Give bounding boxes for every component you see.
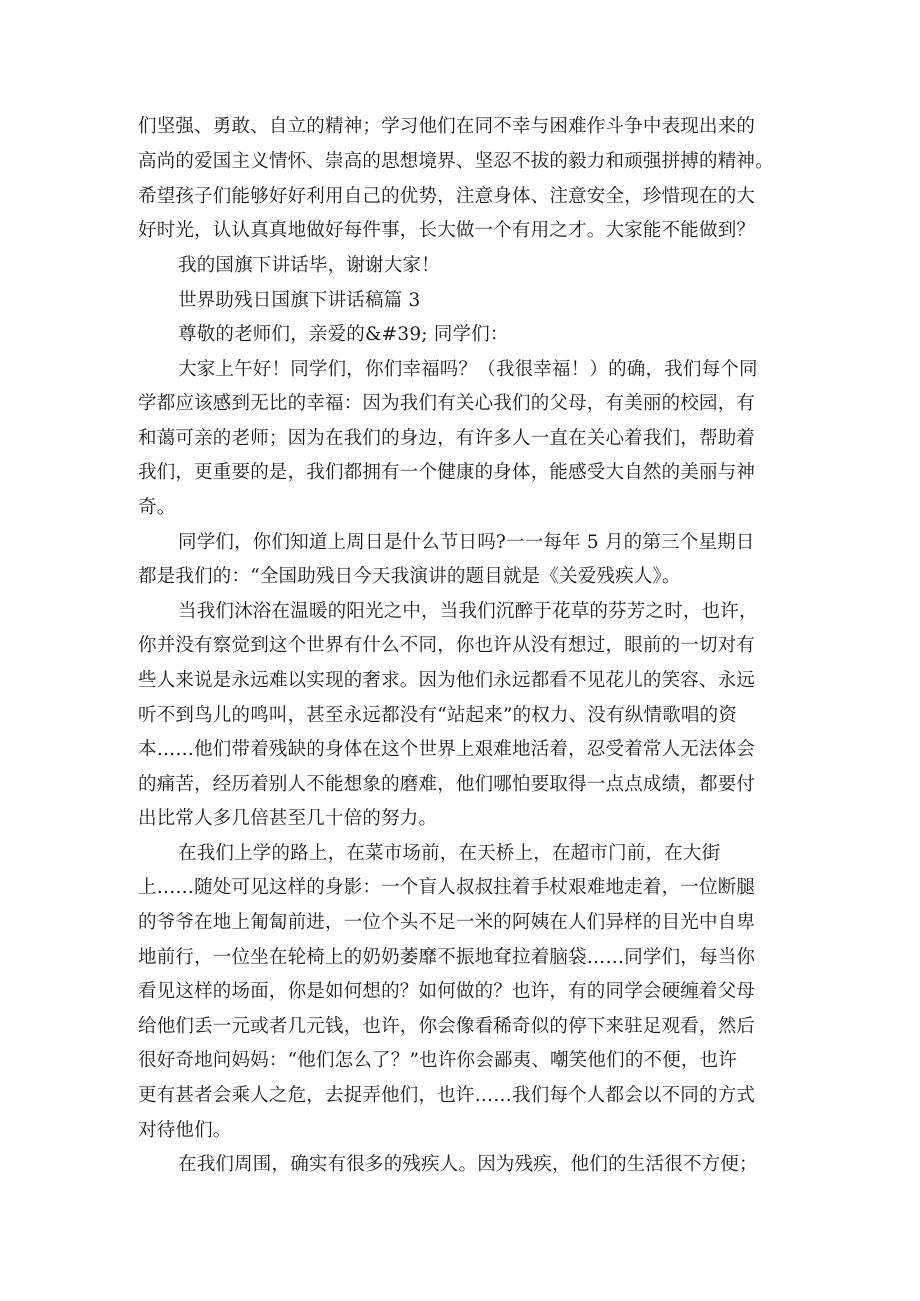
text-line: 和蔼可亲的老师；因为在我们的身边，有许多人一直在关心着我们，帮助着: [138, 428, 756, 449]
text-line: 给他们丢一元或者几元钱，也许，你会像看稀奇似的停下来驻足观看，然后: [138, 1016, 756, 1037]
text-line: 地前行，一位坐在轮椅上的奶奶萎靡不振地耷拉着脑袋……同学们，每当你: [138, 947, 756, 968]
text-line: 们坚强、勇敢、自立的精神；学习他们在同不幸与困难作斗争中表现出来的: [138, 116, 756, 137]
text-line: 本……他们带着残缺的身体在这个世界上艰难地活着，忍受着常人无法体会: [138, 739, 756, 760]
text-line: 的痛苦，经历着别人不能想象的磨难，他们哪怕要取得一点点成绩，都要付: [138, 774, 756, 795]
text-line: 奇。: [138, 497, 176, 518]
text-line: 你并没有察觉到这个世界有什么不同，你也许从没有想过，眼前的一切对有: [138, 635, 756, 656]
text-line: 看见这样的场面，你是如何想的？如何做的？也许，有的同学会硬缠着父母: [138, 981, 756, 1002]
salutation: 尊敬的老师们，亲爱的&#39; 同学们：: [178, 324, 509, 345]
text-line: 当我们沐浴在温暖的阳光之中，当我们沉醉于花草的芬芳之时，也许，: [178, 601, 758, 622]
text-line: 在我们上学的路上，在菜市场前，在天桥上，在超市门前，在大街: [178, 843, 721, 864]
text-line: 好时光，认认真真地做好每件事，长大做一个有用之才。大家能不能做到？: [138, 220, 756, 241]
text-line: 上……随处可见这样的身影：一个盲人叔叔拄着手杖艰难地走着，一位断腿: [138, 877, 756, 898]
text-line: 很好奇地问妈妈：“他们怎么了？”也许你会鄙夷、嘲笑他们的不便，也许: [138, 1050, 738, 1071]
text-line: 同学们，你们知道上周日是什么节日吗?一一每年 5 月的第三个星期日: [178, 532, 755, 553]
text-line: 在我们周围，确实有很多的残疾人。因为残疾，他们的生活很不方便；: [178, 1154, 758, 1175]
text-line: 高尚的爱国主义情怀、崇高的思想境界、坚忍不拔的毅力和顽强拼搏的精神。: [138, 151, 774, 172]
text-line: 对待他们。: [138, 1120, 232, 1141]
text-line: 我的国旗下讲话毕，谢谢大家！: [178, 255, 440, 276]
text-line: 我们，更重要的是，我们都拥有一个健康的身体，能感受大自然的美丽与神: [138, 462, 756, 483]
text-line: 更有甚者会乘人之危，去捉弄他们，也许……我们每个人都会以不同的方式: [138, 1085, 756, 1106]
text-line: 听不到鸟儿的鸣叫，甚至永远都没有“站起来”的权力、没有纵情歌唱的资: [138, 705, 738, 726]
text-line: 出比常人多几倍甚至几十倍的努力。: [138, 808, 438, 829]
text-line: 学都应该感到无比的幸福：因为我们有关心我们的父母，有美丽的校园，有: [138, 393, 756, 414]
text-line: 都是我们的：“全国助残日今天我演讲的题目就是《关爱残疾人》。: [138, 566, 681, 587]
text-line: 的爷爷在地上匍匐前进，一位个头不足一米的阿姨在人们异样的目光中自卑: [138, 912, 756, 933]
text-line: 大家上午好！同学们，你们幸福吗？（我很幸福！）的确，我们每个同: [178, 359, 758, 380]
text-line: 希望孩子们能够好好利用自己的优势，注意身体、注意安全，珍惜现在的大: [138, 186, 756, 207]
section-heading: 世界助残日国旗下讲话稿篇 3: [178, 290, 421, 311]
text-line: 些人来说是永远难以实现的奢求。因为他们永远都看不见花儿的笑容、永远: [138, 670, 756, 691]
